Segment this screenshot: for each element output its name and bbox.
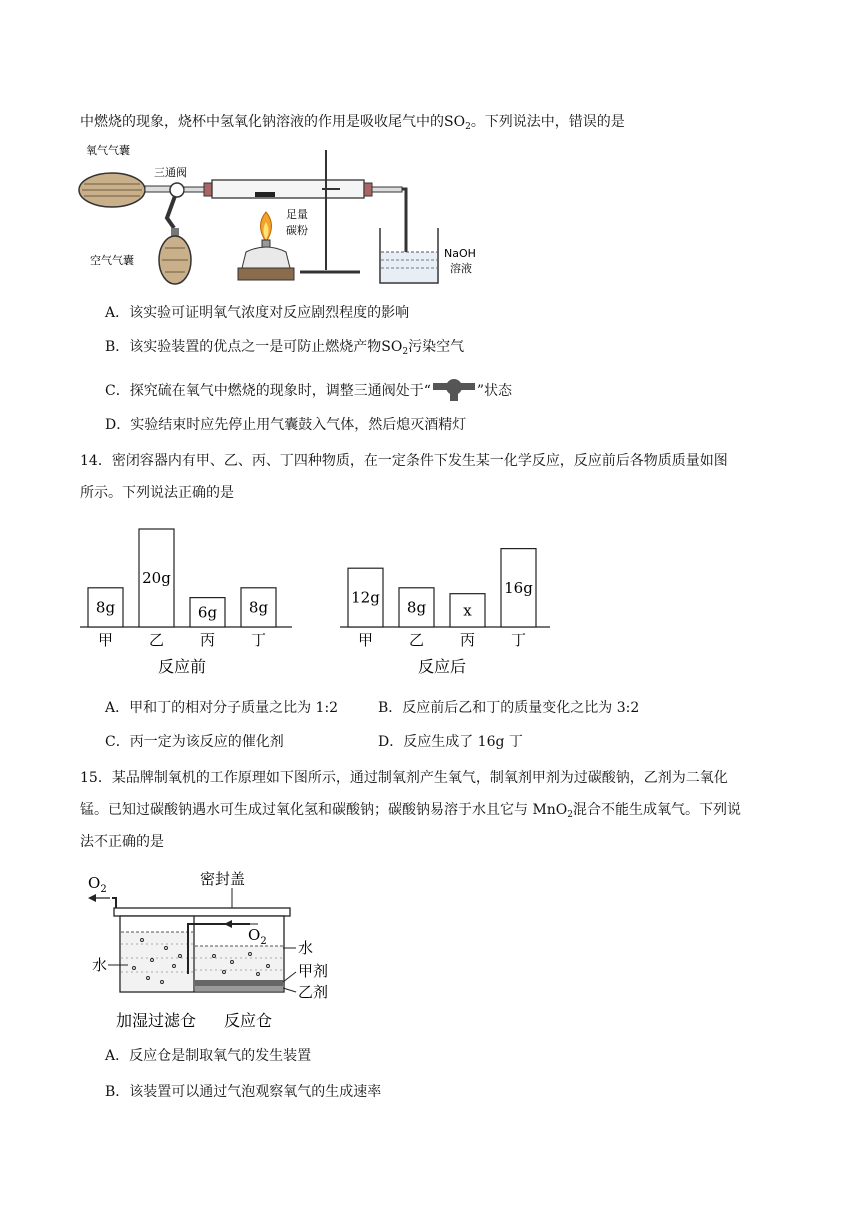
bar-category-label: 甲 bbox=[97, 631, 114, 649]
bar-category-label: 乙 bbox=[408, 631, 425, 649]
q13-option-b: B．该实验装置的优点之一是可防止燃烧产物$SO_2$污染空气 bbox=[105, 339, 465, 357]
bar-category-label: 丁 bbox=[250, 631, 267, 649]
q13-option-c: C．探究硫在氧气中燃烧的现象时，调整三通阀处于“ ”状态 bbox=[105, 376, 512, 402]
left-chamber-caption: 加湿过滤仓 bbox=[116, 1011, 197, 1030]
q13-option-a: A．该实验可证明氧气浓度对反应剧烈程度的影响 bbox=[105, 305, 410, 321]
air-bag-label: 空气气囊 bbox=[90, 254, 134, 267]
bar-value-label: 8g bbox=[406, 598, 427, 617]
water-right-label: 水 bbox=[298, 939, 314, 957]
q14-option-d: D．反应生成了 16g 丁 bbox=[378, 734, 523, 750]
q14-option-a: A．甲和丁的相对分子质量之比为 1:2 bbox=[105, 700, 339, 716]
q15-option-b: B．该装置可以通过气泡观察氧气的生成速率 bbox=[105, 1084, 382, 1100]
carbon-label-2: 碳粉 bbox=[286, 224, 308, 237]
seal-cover-label: 密封盖 bbox=[200, 870, 246, 888]
oxygen-bag-label: 氧气气囊 bbox=[86, 144, 130, 157]
bar-value-label: 8g bbox=[95, 598, 116, 617]
q14-option-c: C．丙一定为该反应的催化剂 bbox=[105, 734, 284, 750]
agent-a-label: 甲剂 bbox=[298, 962, 329, 980]
q13-apparatus-figure bbox=[70, 140, 476, 290]
three-way-valve-icon bbox=[431, 376, 477, 402]
bar-category-label: 丁 bbox=[510, 631, 527, 649]
bar-value-label: 20g bbox=[142, 569, 171, 587]
bar-category-label: 丙 bbox=[459, 631, 476, 649]
naoh-label-2: 溶液 bbox=[450, 262, 472, 275]
carbon-label-1: 足量 bbox=[286, 208, 308, 221]
q14-option-b: B．反应前后乙和丁的质量变化之比为 3:2 bbox=[378, 700, 640, 716]
o2-out-label: $O_2$ bbox=[88, 874, 107, 895]
bar-category-label: 丙 bbox=[199, 631, 216, 649]
bar-value-label: 12g bbox=[351, 588, 380, 607]
chart-after bbox=[338, 515, 558, 685]
q15-stem-line-2: 锰。已知过碳酸钠遇水可生成过氧化氢和碳酸钠；碳酸钠易溶于水且它与 MnO$_2$混合不能生成氧气。下列说 bbox=[80, 802, 742, 820]
q15-option-a: A．反应仓是制取氧气的发生装置 bbox=[105, 1048, 312, 1064]
q13-option-d: D．实验结束时应先停止用气囊鼓入气体，然后熄灭酒精灯 bbox=[105, 417, 467, 433]
o2-in-label: $O_2$ bbox=[248, 926, 267, 947]
chart-caption: 反应前 bbox=[157, 657, 207, 676]
q15-stem-line-3: 法不正确的是 bbox=[80, 834, 164, 850]
water-left-label: 水 bbox=[92, 956, 108, 974]
oxygen-generator-figure bbox=[82, 862, 372, 1032]
bar-value-label: x bbox=[463, 601, 472, 620]
agent-b-label: 乙剂 bbox=[298, 983, 329, 1001]
bar-value-label: 16g bbox=[504, 578, 533, 597]
bar-category-label: 甲 bbox=[357, 631, 374, 649]
q14-stem-line-1: 14．密闭容器内有甲、乙、丙、丁四种物质，在一定条件下发生某一化学反应，反应前后各物质质量如图 bbox=[80, 453, 728, 469]
chart-before bbox=[78, 515, 298, 685]
q15-stem-line-1: 15．某品牌制氧机的工作原理如下图所示，通过制氧剂产生氧气，制氧剂甲剂为过碳酸钠，乙剂为二氧化 bbox=[80, 770, 728, 786]
q13-intro: 中燃烧的现象，烧杯中氢氧化钠溶液的作用是吸收尾气中的$SO_2$。下列说法中，错误的是 bbox=[80, 114, 625, 132]
bar-value-label: 8g bbox=[248, 598, 269, 617]
bar-category-label: 乙 bbox=[148, 631, 165, 649]
right-chamber-caption: 反应仓 bbox=[224, 1011, 273, 1030]
q14-stem-line-2: 所示。下列说法正确的是 bbox=[80, 485, 234, 501]
chart-caption: 反应后 bbox=[417, 657, 467, 676]
bar-value-label: 6g bbox=[197, 603, 218, 622]
naoh-label-1: NaOH bbox=[444, 247, 476, 260]
three-way-valve-label: 三通阀 bbox=[154, 166, 187, 179]
